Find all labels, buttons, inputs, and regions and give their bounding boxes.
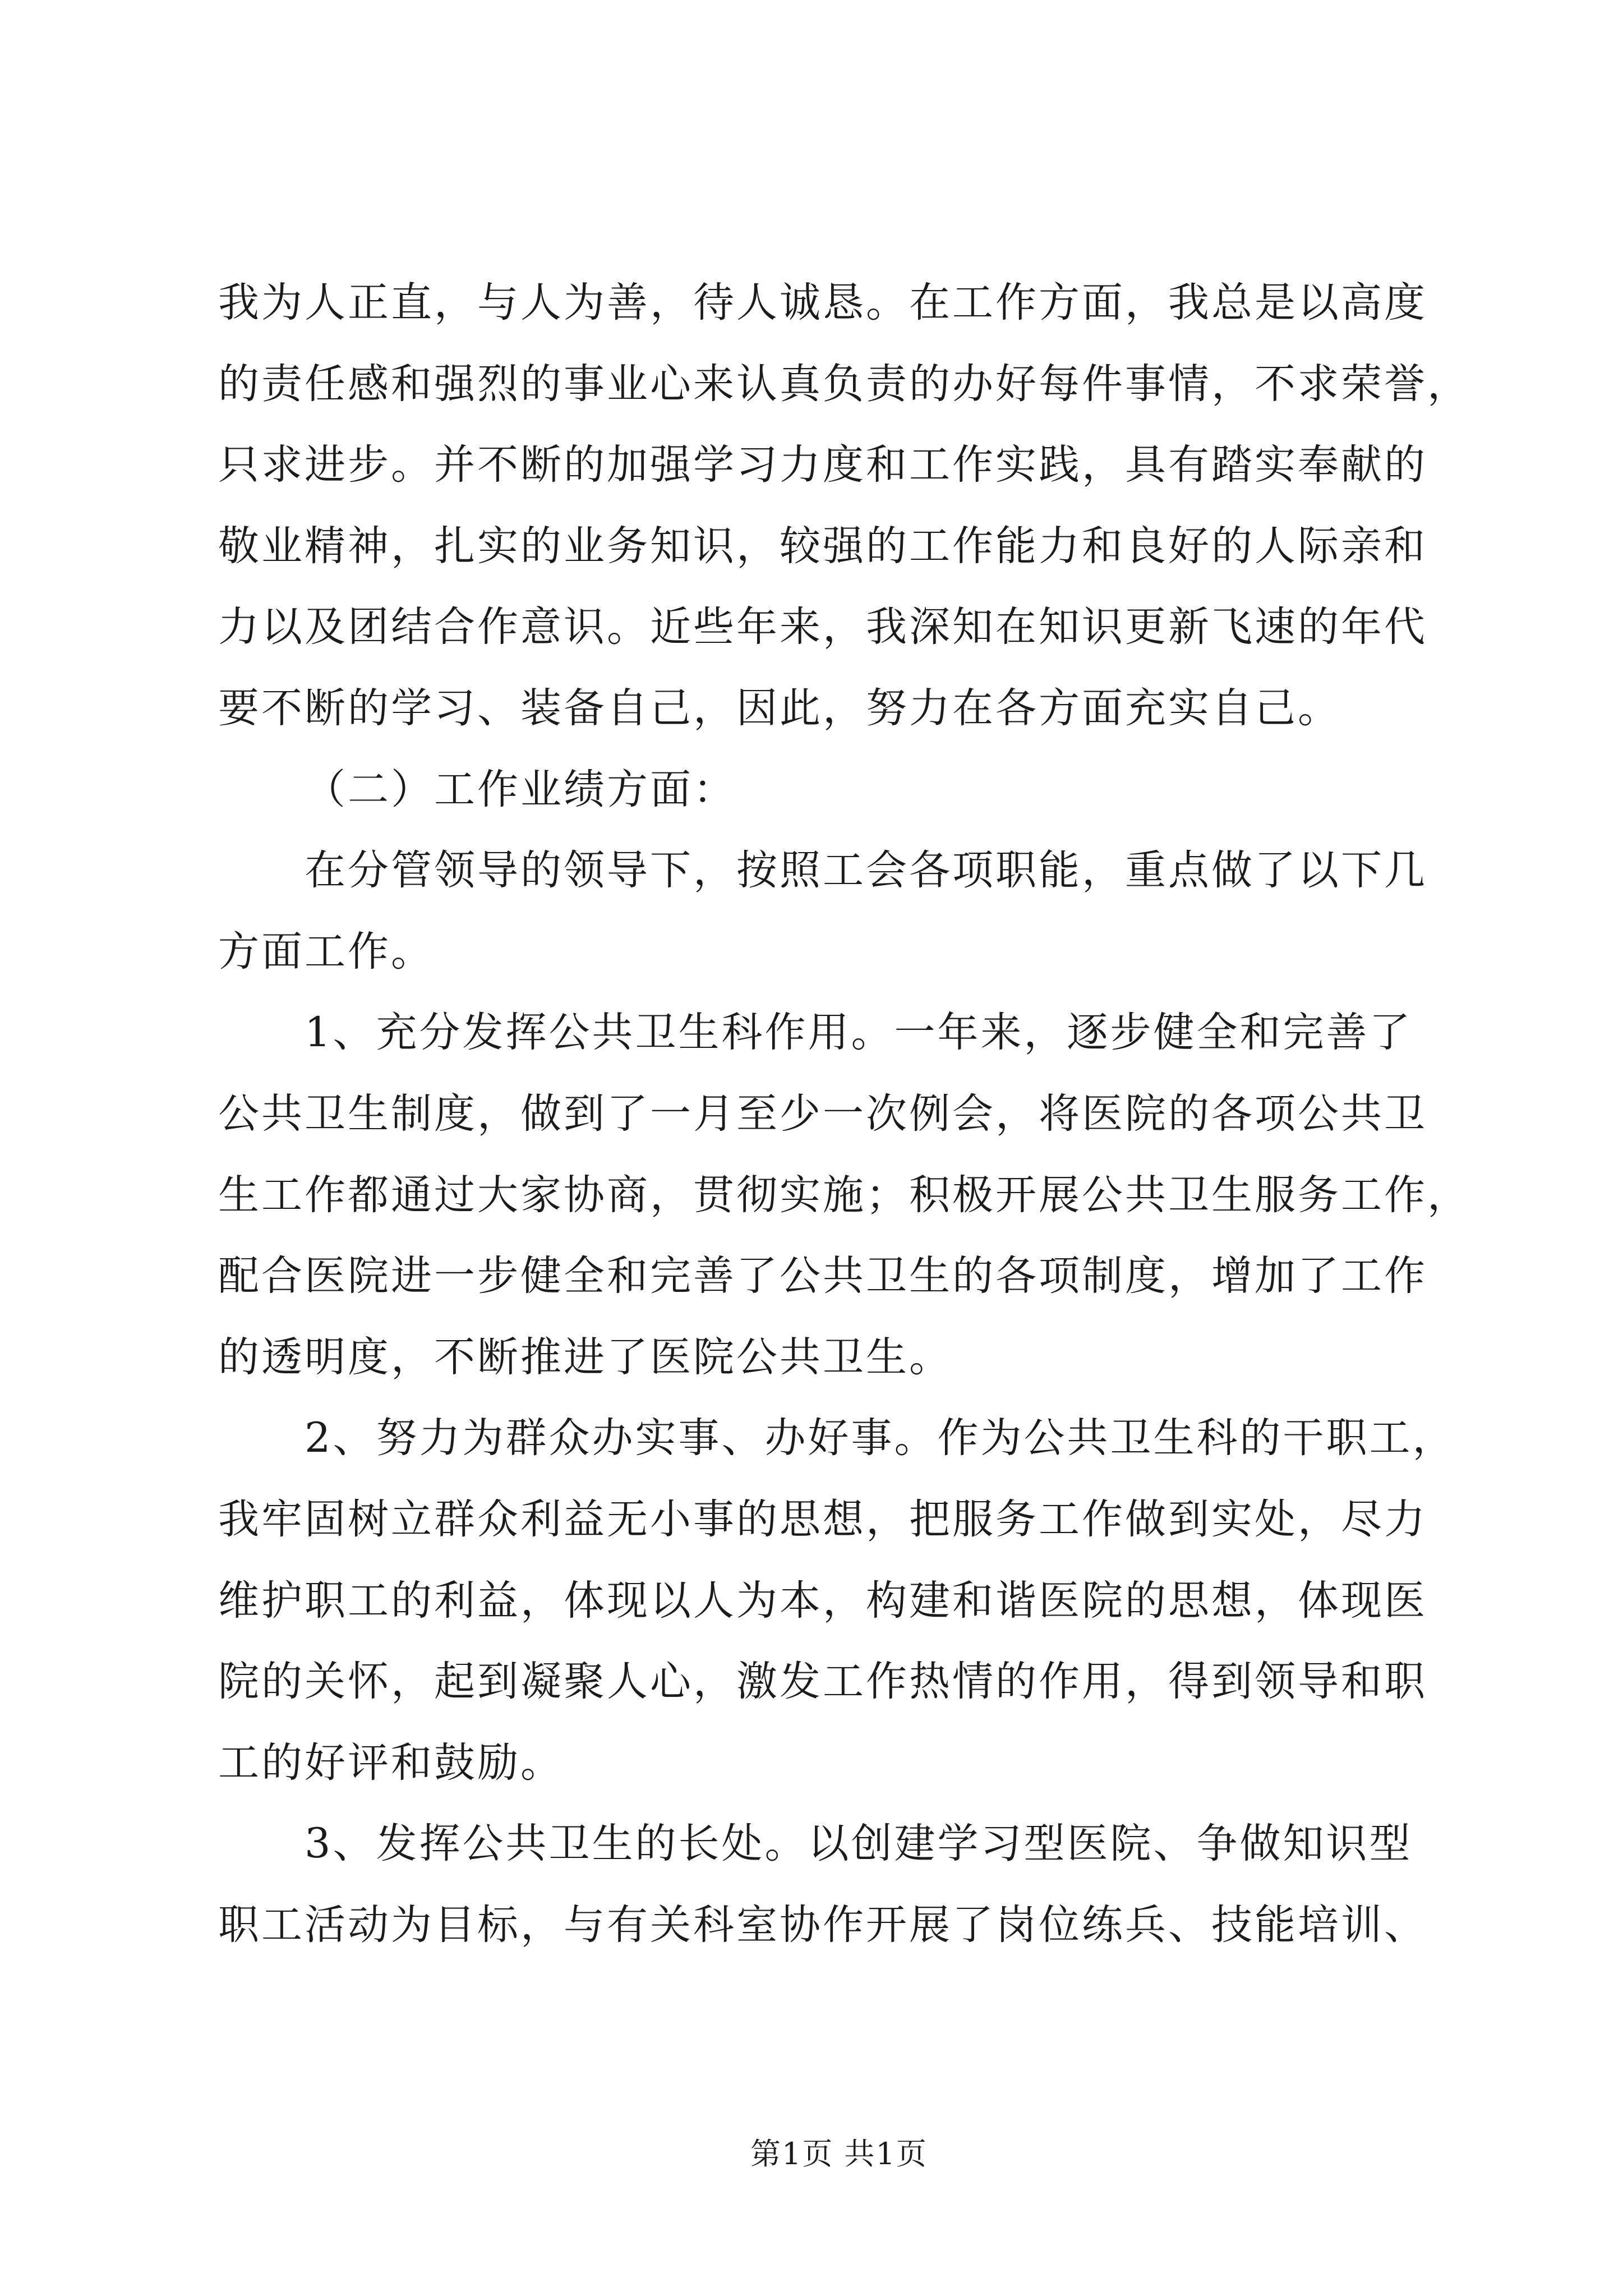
text-line: 生工作都通过大家协商，贯彻实施；积极开展公共卫生服务工作， — [218, 1171, 1470, 1219]
document-body — [218, 263, 1508, 1966]
text-line: 配合医院进一步健全和完善了公共卫生的各项制度，增加了工作 — [218, 1252, 1427, 1300]
text-line: 维护职工的利益，体现以人为本，构建和谐医院的思想，体现医 — [218, 1576, 1427, 1625]
text-line: 的责任感和强烈的事业心来认真负责的办好每件事情，不求荣誉， — [218, 360, 1470, 408]
paragraph-intro — [218, 830, 1508, 992]
text-line: 在分管领导的领导下，按照工会各项职能，重点做了以下几 — [305, 846, 1427, 895]
text-line: 敬业精神，扎实的业务知识，较强的工作能力和良好的人际亲和 — [218, 522, 1427, 570]
text-line: 只求进步。并不断的加强学习力度和工作实践，具有踏实奉献的 — [218, 441, 1427, 489]
text-line: 2、努力为群众办实事、办好事。作为公共卫生科的干职工， — [305, 1414, 1456, 1462]
text-line: 要不断的学习、装备自己，因此，努力在各方面充实自己。 — [218, 684, 1341, 732]
text-line: 3、发挥公共卫生的长处。以创建学习型医院、争做知识型 — [305, 1820, 1413, 1868]
text-line: 公共卫生制度，做到了一月至少一次例会，将医院的各项公共卫 — [218, 1089, 1427, 1138]
text-line: 工的好评和鼓励。 — [218, 1738, 564, 1787]
section-heading-text: （二）工作业绩方面： — [305, 765, 736, 813]
section-heading — [218, 749, 1508, 831]
paragraph-item-2 — [218, 1398, 1508, 1803]
text-line: 的透明度，不断推进了医院公共卫生。 — [218, 1333, 952, 1381]
paragraph-item-1 — [218, 992, 1508, 1398]
text-line: 职工活动为目标，与有关科室协作开展了岗位练兵、技能培训、 — [218, 1901, 1427, 1949]
paragraph-item-3 — [218, 1803, 1508, 1966]
paragraph-continuation — [218, 263, 1508, 749]
text-line: 我牢固树立群众利益无小事的思想，把服务工作做到实处，尽力 — [218, 1495, 1427, 1543]
text-line: 1、充分发挥公共卫生科作用。一年来，逐步健全和完善了 — [305, 1009, 1413, 1057]
text-line: 力以及团结合作意识。近些年来，我深知在知识更新飞速的年代 — [218, 603, 1427, 651]
text-line: 方面工作。 — [218, 927, 434, 976]
text-line: 院的关怀，起到凝聚人心，激发工作热情的作用，得到领导和职 — [218, 1658, 1427, 1706]
text-line: 我为人正直，与人为善，待人诚恳。在工作方面，我总是以高度 — [218, 279, 1427, 326]
page-footer: 第1页 共1页 — [750, 2136, 928, 2171]
